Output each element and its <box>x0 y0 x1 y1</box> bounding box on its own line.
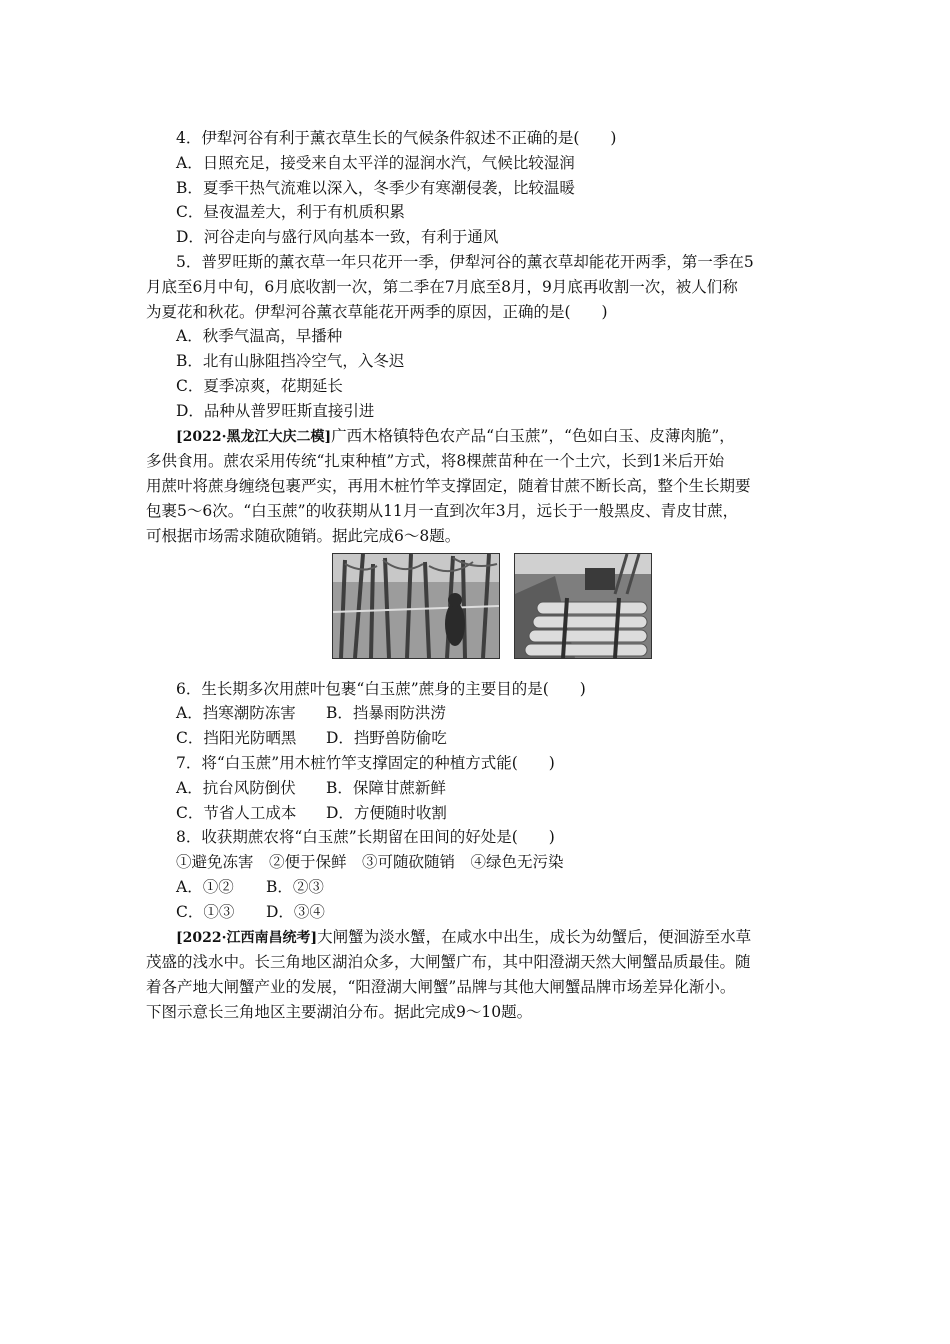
q8-items: ①避免冻害 ②便于保鲜 ③可随砍随销 ④绿色无污染 <box>176 853 564 872</box>
q8-option-b: B．②③ <box>266 877 324 896</box>
passage1-line4: 包裹5～6次。“白玉蔗”的收获期从11月一直到次年3月，远长于一般黑皮、青皮甘蔗， <box>146 501 739 520</box>
q8-options-row2 <box>146 900 818 925</box>
passage1-source: [2022·黑龙江大庆二模] <box>176 428 332 445</box>
q6-option-b: B．挡暴雨防洪涝 <box>326 704 446 723</box>
q7-option-b: B．保障甘蔗新鲜 <box>326 778 446 797</box>
q4-option-b: B．夏季干热气流难以深入，冬季少有寒潮侵袭，比较温暖 <box>176 178 575 197</box>
q6-options-row1 <box>146 701 818 726</box>
sugarcane-photos <box>146 553 818 671</box>
sugarcane-field-photo <box>332 553 500 659</box>
passage1-line1 <box>146 424 818 450</box>
passage2-line1 <box>146 925 818 951</box>
q8-options-row1 <box>146 875 818 900</box>
passage2-line3: 着各产地大闸蟹产业的发展，“阳澄湖大闸蟹”品牌与其他大闸蟹品牌市场差异化渐小。 <box>146 978 736 997</box>
passage2-line4: 下图示意长三角地区主要湖泊分布。据此完成9～10题。 <box>146 1002 533 1021</box>
q7-option-c: C．节省人工成本 <box>176 803 297 822</box>
q4-option-c: C．昼夜温差大，利于有机质积累 <box>176 203 405 222</box>
q6-options-row2 <box>146 726 818 751</box>
q7-option-d: D．方便随时收割 <box>326 803 447 822</box>
passage2-text: 大闸蟹为淡水蟹，在咸水中出生，成长为幼蟹后，便洄游至水草 <box>317 927 752 946</box>
q8-stem: 8．收获期蔗农将“白玉蔗”长期留在田间的好处是( ) <box>176 828 555 847</box>
passage1-line3: 用蔗叶将蔗身缠绕包裹严实，再用木桩竹竿支撑固定，随着甘蔗不断长高，整个生长期要 <box>146 477 751 496</box>
q4-option-a: A．日照充足，接受来自太平洋的湿润水汽，气候比较湿润 <box>176 153 575 172</box>
passage1-text: 广西木格镇特色农产品“白玉蔗”，“色如白玉、皮薄肉脆”， <box>331 426 735 445</box>
q4-option-d: D．河谷走向与盛行风向基本一致，有利于通风 <box>176 228 499 247</box>
q8-option-c: C．①③ <box>176 902 235 921</box>
q6-option-c: C．挡阳光防晒黑 <box>176 729 297 748</box>
q7-option-a: A．抗台风防倒伏 <box>176 778 296 797</box>
q7-options-row2 <box>146 801 818 826</box>
q6-option-d: D．挡野兽防偷吃 <box>326 729 447 748</box>
q5-stem-line1: 5．普罗旺斯的薰衣草一年只花开一季，伊犁河谷的薰衣草却能花开两季，第一季在5 <box>176 252 754 271</box>
passage1-line5: 可根据市场需求随砍随销。据此完成6～8题。 <box>146 526 461 545</box>
q5-option-c: C．夏季凉爽，花期延长 <box>176 376 343 395</box>
q8-option-a: A．①② <box>176 877 234 896</box>
q5-option-d: D．品种从普罗旺斯直接引进 <box>176 401 375 420</box>
q5-stem-line3: 为夏花和秋花。伊犁河谷薰衣草能花开两季的原因，正确的是( ) <box>146 302 608 321</box>
q6-stem: 6．生长期多次用蔗叶包裹“白玉蔗”蔗身的主要目的是( ) <box>176 679 586 698</box>
q5-option-a: A．秋季气温高，早播种 <box>176 327 343 346</box>
document-page <box>146 126 818 1025</box>
passage2-source: [2022·江西南昌统考] <box>176 929 318 946</box>
q4-stem: 4．伊犁河谷有利于薰衣草生长的气候条件叙述不正确的是( ) <box>176 129 617 147</box>
q5-stem-line2: 月底至6月中旬，6月底收割一次，第二季在7月底至8月，9月底再收割一次，被人们称 <box>146 277 738 296</box>
q8-option-d: D．③④ <box>266 902 325 921</box>
q7-stem: 7．将“白玉蔗”用木桩竹竿支撑固定的种植方式能( ) <box>176 753 555 772</box>
sugarcane-harvest-photo <box>514 553 652 659</box>
q6-option-a: A．挡寒潮防冻害 <box>176 704 296 723</box>
q7-options-row1 <box>146 776 818 801</box>
passage2-line2: 茂盛的浅水中。长三角地区湖泊众多，大闸蟹广布，其中阳澄湖天然大闸蟹品质最佳。随 <box>146 953 751 972</box>
q5-option-b: B．北有山脉阻挡冷空气，入冬迟 <box>176 352 405 371</box>
passage1-line2: 多供食用。蔗农采用传统“扎束种植”方式，将8棵蔗苗种在一个土穴，长到1米后开始 <box>146 452 725 471</box>
